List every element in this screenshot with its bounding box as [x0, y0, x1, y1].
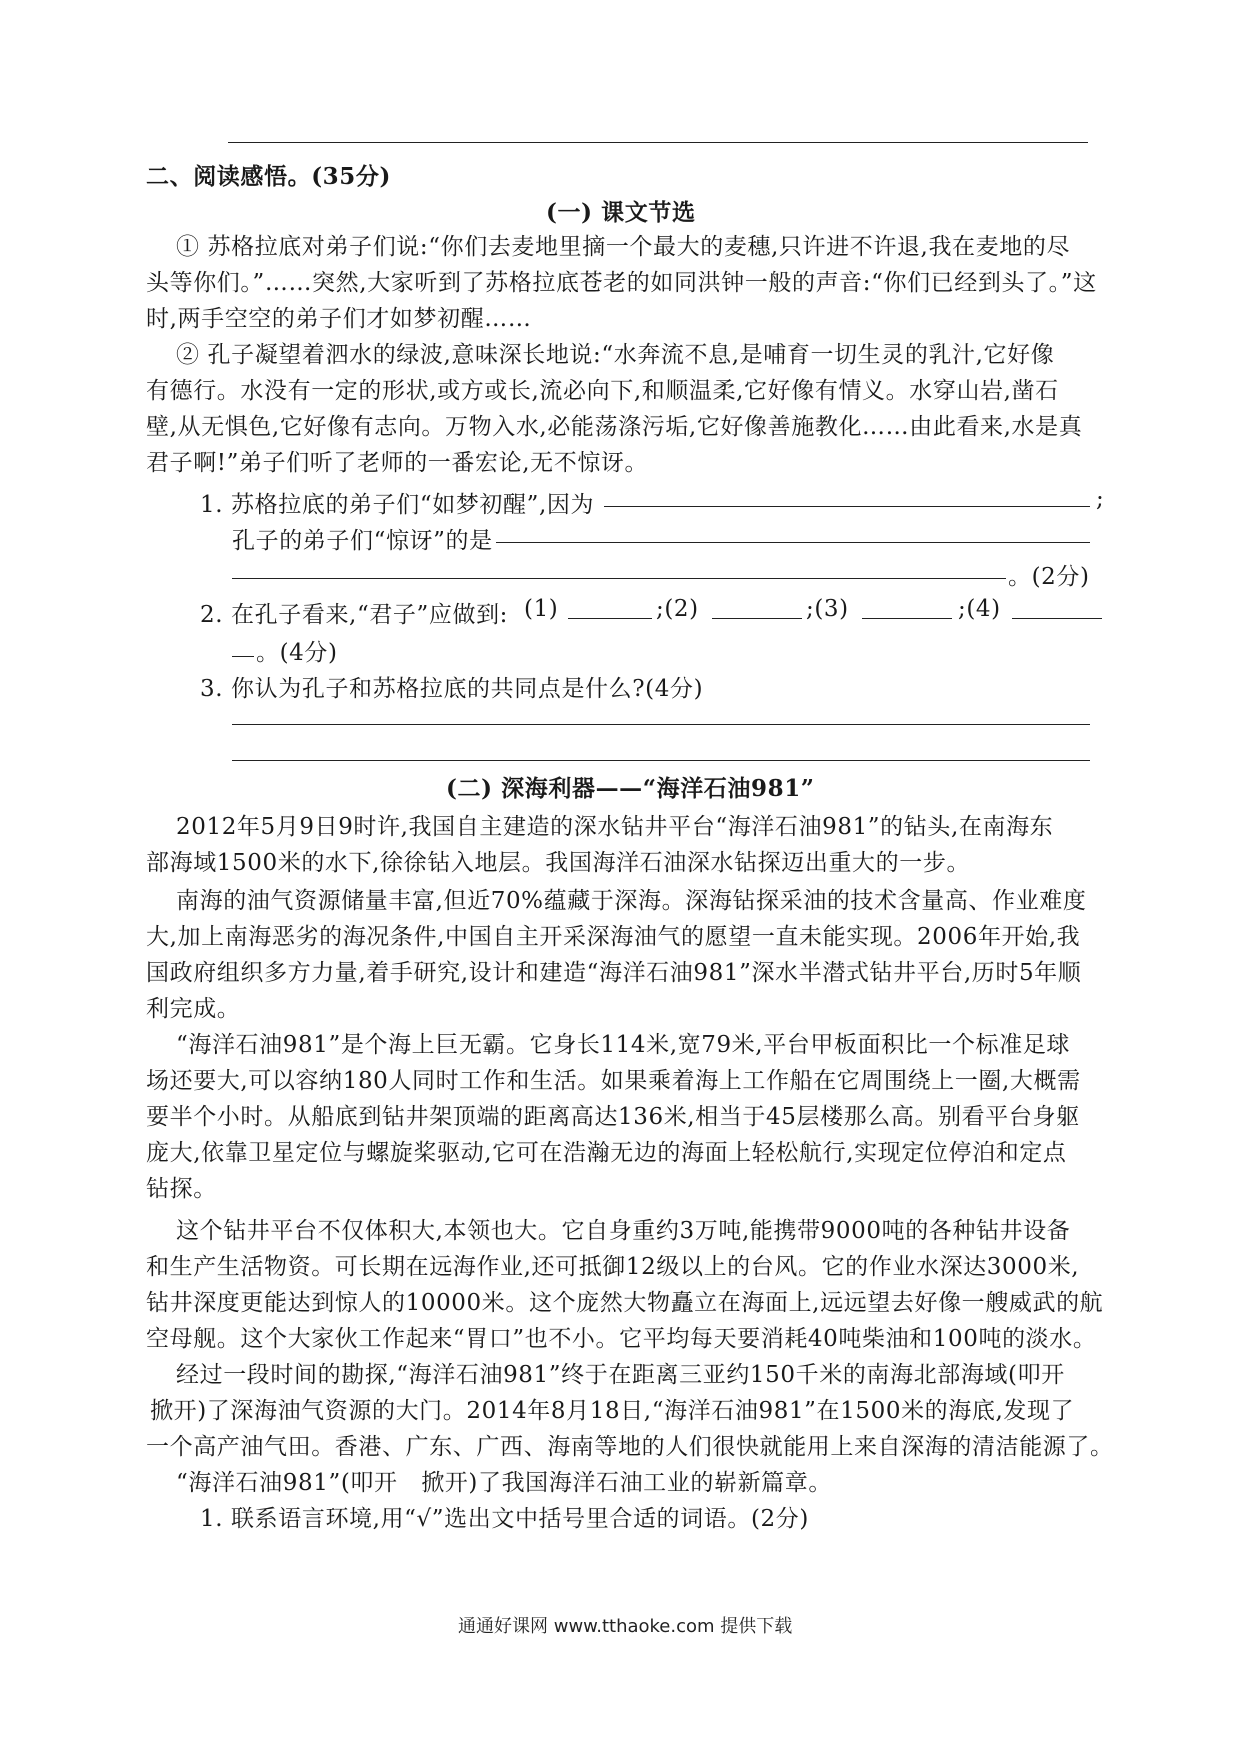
q1-answer-blank-3[interactable] — [232, 578, 1006, 579]
part2-line-4: 大,加上南海恶劣的海况条件,中国自主开采深海油气的愿望一直未能实现。2006年开始,我 — [146, 924, 1081, 950]
q3-answer-blank-1[interactable] — [232, 724, 1090, 725]
q1-score: 。(2分) — [1008, 564, 1090, 590]
part2-line-19: “海洋石油981”(叩开 掀开)了我国海洋石油工业的崭新篇章。 — [176, 1470, 832, 1496]
q3-answer-blank-2[interactable] — [232, 760, 1090, 761]
q2-blank-3[interactable] — [862, 618, 952, 619]
q1-semicolon: ; — [1096, 486, 1105, 512]
q2-score: 。(4分) — [256, 640, 338, 666]
q2-text: 2. 在孔子看来,“君子”应做到: — [200, 602, 509, 628]
part1-para2-line4: 君子啊!”弟子们听了老师的一番宏论,无不惊讶。 — [146, 450, 649, 476]
part1-para2-line2: 有德行。水没有一定的形状,或方或长,流必向下,和顺温柔,它好像有情义。水穿山岩,凿石 — [146, 378, 1059, 404]
part2-line-13: 和生产生活物资。可长期在远海作业,还可抵御12级以上的台风。它的作业水深达3000米, — [146, 1254, 1080, 1280]
part1-para1-line3: 时,两手空空的弟子们才如梦初醒…… — [146, 306, 532, 332]
q2-opt3-label: ;(3) — [806, 596, 849, 622]
part2-line-12: 这个钻井平台不仅体积大,本领也大。它自身重约3万吨,能携带9000吨的各种钻井设备 — [176, 1218, 1071, 1244]
section-heading: 二、阅读感悟。(35分) — [146, 163, 391, 190]
part2-line-18: 一个高产油气田。香港、广东、广西、海南等地的人们很快就能用上来自深海的清洁能源了。 — [146, 1434, 1114, 1460]
part2-line-16: 经过一段时间的勘探,“海洋石油981”终于在距离三亚约150千米的南海北部海域(叩开 — [176, 1362, 1065, 1388]
part2-line-2: 部海域1500米的水下,徐徐钻入地层。我国海洋石油深水钻探迈出重大的一步。 — [146, 850, 971, 876]
part1-para1-line2: 头等你们。”……突然,大家听到了苏格拉底苍老的如同洪钟一般的声音:“你们已经到头了。”这 — [146, 270, 1097, 296]
part1-para2-line1: ② 孔子凝望着泗水的绿波,意味深长地说:“水奔流不息,是哺育一切生灵的乳汁,它好像 — [176, 342, 1055, 368]
part2-line-10: 庞大,依靠卫星定位与螺旋桨驱动,它可在浩瀚无边的海面上轻松航行,实现定位停泊和定点 — [146, 1140, 1067, 1166]
q1-line2: 孔子的弟子们“惊讶”的是 — [232, 528, 493, 554]
part2-line-5: 国政府组织多方力量,着手研究,设计和建造“海洋石油981”深水半潜式钻井平台,历时5年顺 — [146, 960, 1082, 986]
part2-line-1: 2012年5月9日9时许,我国自主建造的深水钻井平台“海洋石油981”的钻头,在南海东 — [176, 814, 1054, 840]
q2-blank-1[interactable] — [568, 618, 652, 619]
part1-title: (一) 课文节选 — [546, 199, 696, 226]
footer-credit: 通通好课网 www.tthaoke.com 提供下载 — [458, 1616, 793, 1637]
q2-blank-2[interactable] — [712, 618, 802, 619]
part2-line-17: 掀开)了深海油气资源的大门。2014年8月18日,“海洋石油981”在1500米的海底,发现了 — [150, 1398, 1075, 1424]
q2-opt2-label: ;(2) — [656, 596, 699, 622]
q2-blank-4[interactable] — [1012, 618, 1102, 619]
top-rule — [228, 142, 1088, 143]
part2-line-11: 钻探。 — [146, 1176, 217, 1202]
part2-line-15: 空母舰。这个大家伙工作起来“胃口”也不小。它平均每天要消耗40吨柴油和100吨的淡水。 — [146, 1326, 1097, 1352]
q1-answer-blank-2[interactable] — [496, 542, 1090, 543]
part2-line-7: “海洋石油981”是个海上巨无霸。它身长114米,宽79米,平台甲板面积比一个标准足球 — [176, 1032, 1071, 1058]
part2-title: (二) 深海利器——“海洋石油981” — [446, 775, 815, 802]
part2-line-6: 利完成。 — [146, 996, 241, 1022]
part1-para1-line1: ① 苏格拉底对弟子们说:“你们去麦地里摘一个最大的麦穗,只许进不许退,我在麦地的尽 — [176, 234, 1071, 260]
part2-line-9: 要半个小时。从船底到钻井架顶端的距离高达136米,相当于45层楼那么高。别看平台身躯 — [146, 1104, 1080, 1130]
part1-para2-line3: 壁,从无惧色,它好像有志向。万物入水,必能荡涤污垢,它好像善施教化……由此看来,水是真 — [146, 414, 1083, 440]
q2-blank-4-cont[interactable] — [232, 656, 254, 657]
part2-line-3: 南海的油气资源储量丰富,但近70%蕴藏于深海。深海钻探采油的技术含量高、作业难度 — [176, 888, 1087, 914]
part2-line-8: 场还要大,可以容纳180人同时工作和生活。如果乘着海上工作船在它周围绕上一圈,大概需 — [146, 1068, 1081, 1094]
q2-opt1-label: (1) — [524, 596, 559, 622]
part2-question-1: 1. 联系语言环境,用“√”选出文中括号里合适的词语。(2分) — [200, 1506, 809, 1532]
q1-answer-blank-1[interactable] — [604, 506, 1090, 507]
q2-opt4-label: ;(4) — [958, 596, 1001, 622]
part2-line-14: 钻井深度更能达到惊人的10000米。这个庞然大物矗立在海面上,远远望去好像一艘威武的航 — [146, 1290, 1104, 1316]
q1-line1: 1. 苏格拉底的弟子们“如梦初醒”,因为 — [200, 492, 595, 518]
q3-text: 3. 你认为孔子和苏格拉底的共同点是什么?(4分) — [200, 676, 704, 702]
